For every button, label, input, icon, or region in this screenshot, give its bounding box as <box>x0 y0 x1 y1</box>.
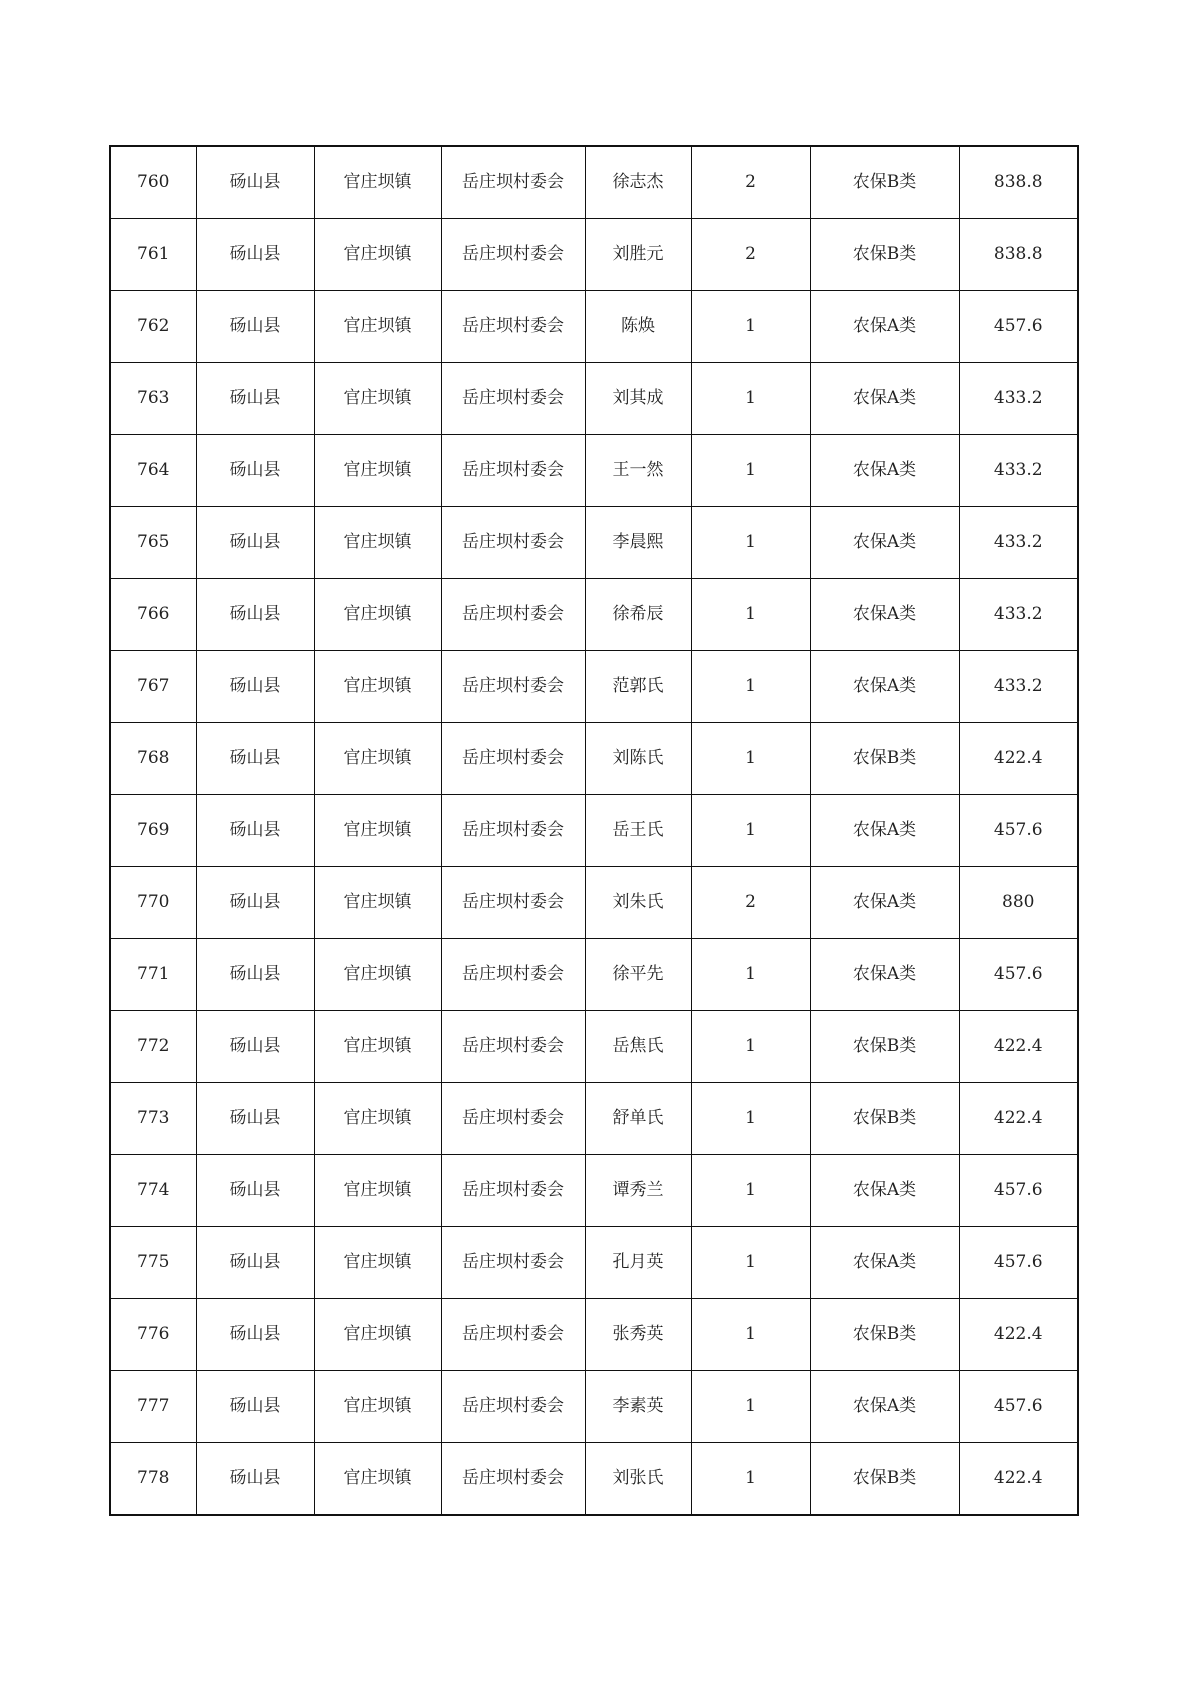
village-cell: 岳庄坝村委会 <box>441 1443 585 1516</box>
county-cell: 砀山县 <box>196 1011 314 1083</box>
county-cell: 砀山县 <box>196 363 314 435</box>
table-row <box>110 363 1078 435</box>
village-cell: 岳庄坝村委会 <box>441 1371 585 1443</box>
amount-cell: 422.4 <box>959 1443 1078 1516</box>
seq-cell: 776 <box>110 1299 196 1371</box>
amount-cell: 422.4 <box>959 1299 1078 1371</box>
name-cell: 岳焦氏 <box>585 1011 691 1083</box>
village-cell: 岳庄坝村委会 <box>441 651 585 723</box>
category-cell: 农保B类 <box>810 1011 959 1083</box>
name-cell: 舒单氏 <box>585 1083 691 1155</box>
village-cell: 岳庄坝村委会 <box>441 1011 585 1083</box>
amount-cell: 422.4 <box>959 723 1078 795</box>
village-cell: 岳庄坝村委会 <box>441 1227 585 1299</box>
village-cell: 岳庄坝村委会 <box>441 1083 585 1155</box>
town-cell: 官庄坝镇 <box>314 723 441 795</box>
name-cell: 谭秀兰 <box>585 1155 691 1227</box>
count-cell: 1 <box>691 1227 810 1299</box>
county-cell: 砀山县 <box>196 219 314 291</box>
village-cell: 岳庄坝村委会 <box>441 291 585 363</box>
amount-cell: 433.2 <box>959 651 1078 723</box>
village-cell: 岳庄坝村委会 <box>441 363 585 435</box>
table-row <box>110 1011 1078 1083</box>
table-row <box>110 291 1078 363</box>
seq-cell: 765 <box>110 507 196 579</box>
county-cell: 砀山县 <box>196 507 314 579</box>
table-row <box>110 1227 1078 1299</box>
count-cell: 1 <box>691 1299 810 1371</box>
amount-cell: 433.2 <box>959 363 1078 435</box>
amount-cell: 433.2 <box>959 579 1078 651</box>
category-cell: 农保A类 <box>810 939 959 1011</box>
town-cell: 官庄坝镇 <box>314 1371 441 1443</box>
count-cell: 1 <box>691 1443 810 1516</box>
amount-cell: 422.4 <box>959 1083 1078 1155</box>
name-cell: 李素英 <box>585 1371 691 1443</box>
county-cell: 砀山县 <box>196 435 314 507</box>
town-cell: 官庄坝镇 <box>314 507 441 579</box>
count-cell: 1 <box>691 363 810 435</box>
county-cell: 砀山县 <box>196 1299 314 1371</box>
table-row <box>110 939 1078 1011</box>
count-cell: 1 <box>691 291 810 363</box>
category-cell: 农保A类 <box>810 507 959 579</box>
name-cell: 张秀英 <box>585 1299 691 1371</box>
amount-cell: 433.2 <box>959 435 1078 507</box>
seq-cell: 766 <box>110 579 196 651</box>
village-cell: 岳庄坝村委会 <box>441 579 585 651</box>
town-cell: 官庄坝镇 <box>314 579 441 651</box>
count-cell: 2 <box>691 219 810 291</box>
category-cell: 农保A类 <box>810 363 959 435</box>
town-cell: 官庄坝镇 <box>314 219 441 291</box>
county-cell: 砀山县 <box>196 579 314 651</box>
seq-cell: 774 <box>110 1155 196 1227</box>
amount-cell: 838.8 <box>959 146 1078 219</box>
seq-cell: 761 <box>110 219 196 291</box>
seq-cell: 772 <box>110 1011 196 1083</box>
name-cell: 岳王氏 <box>585 795 691 867</box>
category-cell: 农保A类 <box>810 579 959 651</box>
category-cell: 农保B类 <box>810 219 959 291</box>
village-cell: 岳庄坝村委会 <box>441 219 585 291</box>
seq-cell: 768 <box>110 723 196 795</box>
seq-cell: 763 <box>110 363 196 435</box>
count-cell: 1 <box>691 507 810 579</box>
seq-cell: 775 <box>110 1227 196 1299</box>
seq-cell: 762 <box>110 291 196 363</box>
town-cell: 官庄坝镇 <box>314 435 441 507</box>
village-cell: 岳庄坝村委会 <box>441 1155 585 1227</box>
county-cell: 砀山县 <box>196 1083 314 1155</box>
amount-cell: 457.6 <box>959 1227 1078 1299</box>
category-cell: 农保A类 <box>810 651 959 723</box>
count-cell: 2 <box>691 146 810 219</box>
amount-cell: 457.6 <box>959 939 1078 1011</box>
category-cell: 农保A类 <box>810 867 959 939</box>
name-cell: 王一然 <box>585 435 691 507</box>
seq-cell: 769 <box>110 795 196 867</box>
county-cell: 砀山县 <box>196 291 314 363</box>
seq-cell: 773 <box>110 1083 196 1155</box>
seq-cell: 767 <box>110 651 196 723</box>
town-cell: 官庄坝镇 <box>314 1011 441 1083</box>
table-row <box>110 507 1078 579</box>
amount-cell: 457.6 <box>959 795 1078 867</box>
name-cell: 徐平先 <box>585 939 691 1011</box>
count-cell: 1 <box>691 1083 810 1155</box>
count-cell: 1 <box>691 1011 810 1083</box>
village-cell: 岳庄坝村委会 <box>441 435 585 507</box>
category-cell: 农保A类 <box>810 1155 959 1227</box>
table-row <box>110 795 1078 867</box>
table-row <box>110 219 1078 291</box>
amount-cell: 457.6 <box>959 1155 1078 1227</box>
seq-cell: 777 <box>110 1371 196 1443</box>
county-cell: 砀山县 <box>196 1371 314 1443</box>
county-cell: 砀山县 <box>196 723 314 795</box>
count-cell: 1 <box>691 795 810 867</box>
name-cell: 刘其成 <box>585 363 691 435</box>
roster-table <box>109 145 1079 1516</box>
town-cell: 官庄坝镇 <box>314 1443 441 1516</box>
seq-cell: 770 <box>110 867 196 939</box>
table-row <box>110 1299 1078 1371</box>
county-cell: 砀山县 <box>196 1443 314 1516</box>
name-cell: 孔月英 <box>585 1227 691 1299</box>
town-cell: 官庄坝镇 <box>314 651 441 723</box>
village-cell: 岳庄坝村委会 <box>441 507 585 579</box>
count-cell: 1 <box>691 939 810 1011</box>
count-cell: 1 <box>691 579 810 651</box>
category-cell: 农保B类 <box>810 723 959 795</box>
town-cell: 官庄坝镇 <box>314 146 441 219</box>
town-cell: 官庄坝镇 <box>314 795 441 867</box>
amount-cell: 422.4 <box>959 1011 1078 1083</box>
table-row <box>110 1083 1078 1155</box>
name-cell: 刘张氏 <box>585 1443 691 1516</box>
town-cell: 官庄坝镇 <box>314 1155 441 1227</box>
count-cell: 1 <box>691 435 810 507</box>
village-cell: 岳庄坝村委会 <box>441 1299 585 1371</box>
count-cell: 1 <box>691 1155 810 1227</box>
table-row <box>110 867 1078 939</box>
category-cell: 农保B类 <box>810 1299 959 1371</box>
count-cell: 2 <box>691 867 810 939</box>
town-cell: 官庄坝镇 <box>314 939 441 1011</box>
name-cell: 李晨熙 <box>585 507 691 579</box>
amount-cell: 838.8 <box>959 219 1078 291</box>
village-cell: 岳庄坝村委会 <box>441 146 585 219</box>
category-cell: 农保B类 <box>810 1443 959 1516</box>
county-cell: 砀山县 <box>196 795 314 867</box>
count-cell: 1 <box>691 1371 810 1443</box>
town-cell: 官庄坝镇 <box>314 1227 441 1299</box>
village-cell: 岳庄坝村委会 <box>441 939 585 1011</box>
county-cell: 砀山县 <box>196 146 314 219</box>
table-row <box>110 723 1078 795</box>
seq-cell: 771 <box>110 939 196 1011</box>
village-cell: 岳庄坝村委会 <box>441 795 585 867</box>
county-cell: 砀山县 <box>196 1155 314 1227</box>
seq-cell: 778 <box>110 1443 196 1516</box>
name-cell: 刘朱氏 <box>585 867 691 939</box>
town-cell: 官庄坝镇 <box>314 867 441 939</box>
county-cell: 砀山县 <box>196 651 314 723</box>
table-row <box>110 651 1078 723</box>
name-cell: 范郭氏 <box>585 651 691 723</box>
county-cell: 砀山县 <box>196 939 314 1011</box>
table-row <box>110 1371 1078 1443</box>
category-cell: 农保B类 <box>810 146 959 219</box>
category-cell: 农保A类 <box>810 435 959 507</box>
table-row <box>110 1443 1078 1516</box>
name-cell: 徐志杰 <box>585 146 691 219</box>
amount-cell: 457.6 <box>959 1371 1078 1443</box>
count-cell: 1 <box>691 651 810 723</box>
name-cell: 刘胜元 <box>585 219 691 291</box>
county-cell: 砀山县 <box>196 1227 314 1299</box>
name-cell: 刘陈氏 <box>585 723 691 795</box>
category-cell: 农保A类 <box>810 1371 959 1443</box>
seq-cell: 760 <box>110 146 196 219</box>
town-cell: 官庄坝镇 <box>314 363 441 435</box>
table-row <box>110 579 1078 651</box>
town-cell: 官庄坝镇 <box>314 1299 441 1371</box>
category-cell: 农保A类 <box>810 291 959 363</box>
roster-table-body <box>110 146 1078 1515</box>
table-row <box>110 146 1078 219</box>
town-cell: 官庄坝镇 <box>314 291 441 363</box>
village-cell: 岳庄坝村委会 <box>441 867 585 939</box>
table-row <box>110 1155 1078 1227</box>
category-cell: 农保A类 <box>810 795 959 867</box>
amount-cell: 880 <box>959 867 1078 939</box>
seq-cell: 764 <box>110 435 196 507</box>
village-cell: 岳庄坝村委会 <box>441 723 585 795</box>
amount-cell: 457.6 <box>959 291 1078 363</box>
amount-cell: 433.2 <box>959 507 1078 579</box>
name-cell: 陈焕 <box>585 291 691 363</box>
count-cell: 1 <box>691 723 810 795</box>
name-cell: 徐希辰 <box>585 579 691 651</box>
county-cell: 砀山县 <box>196 867 314 939</box>
category-cell: 农保B类 <box>810 1083 959 1155</box>
town-cell: 官庄坝镇 <box>314 1083 441 1155</box>
category-cell: 农保A类 <box>810 1227 959 1299</box>
table-row <box>110 435 1078 507</box>
